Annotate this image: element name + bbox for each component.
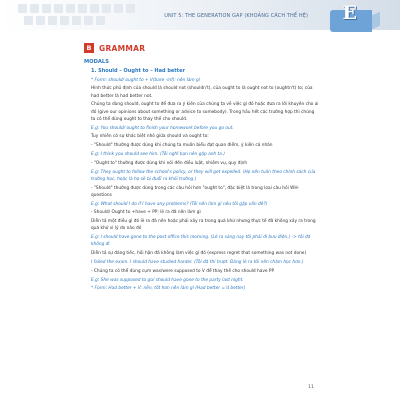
tab-letter: E xyxy=(342,2,357,24)
paragraph: - "Ought to" thường được dùng khi nói đến điều luật, nhiệm vụ, quy định xyxy=(91,160,248,166)
decorative-dots xyxy=(18,4,148,26)
paragraph: Diễn tả một điều gì đó lẽ ra đã nên hoặc phải xảy ra trong quá khứ nhưng thực tế đã không xảy ra trong quá khứ vì lý do nào đó xyxy=(91,219,316,232)
paragraph: - Chúng ta có thể dùng cụm was/were supposed to V để thay thế cho should have PP xyxy=(91,268,275,274)
paragraph: - "Should" thường được dùng trong các câu hỏi hơn "ought to", đặc biệt là trong loại câu hỏi WH- questions xyxy=(91,185,300,198)
paragraph: - "Should" thường được dùng khi chúng ta muốn biểu đạt quan điểm, ý kiến cá nhân xyxy=(91,143,273,149)
grammar-content xyxy=(84,59,319,294)
modals-heading: MODALS xyxy=(84,59,109,65)
page-number: 11 xyxy=(308,385,314,390)
example: E.g: You should/ ought to finish your homework before you go out. xyxy=(91,125,234,131)
example: E.g: She was supposed to go/ should have gone to the party last night. xyxy=(91,277,244,283)
paragraph: Hình thức phủ định của should là should not (shouldn't), của ought to là ought not to (oughtn't) to; của had better là had better not. xyxy=(91,86,313,99)
example: E.g: I should have gone to the post office this morning. (Lẽ ra sáng nay tôi phải đi bưu điện.) -> tôi đã không đi xyxy=(91,235,311,248)
section-title: GRAMMAR xyxy=(99,44,146,53)
header-bar xyxy=(0,0,400,30)
form-line: * Form: should/ ought to + V(bare -inf): nên làm gì xyxy=(91,77,200,83)
unit-title: UNIT 5: THE GENERATION GAP (KHOẢNG CÁCH THẾ HỆ) xyxy=(164,13,308,19)
example: I failed the exam. I should have studied harder. (Tôi đã thi trượt. Đáng lẽ ra tôi nên chăm học hơn.) xyxy=(91,259,304,265)
paragraph: Tuy nhiên có sự khác biệt nhỏ giữa should và ought to: xyxy=(91,134,209,140)
example: E.g: I think you should see him. (Tôi nghĩ bạn nên gặp anh ta.) xyxy=(91,151,225,157)
example: E.g: What should I do if I have any problems? (Tôi nên làm gì nếu tôi gặp vấn đề?) xyxy=(91,201,268,207)
paragraph: - Should/ Ought to +have + PP: lẽ ra đã nên làm gì xyxy=(91,210,201,216)
paragraph: Chúng ta dùng should, ought to để đưa ra ý kiến của chúng ta về việc gì đó hoặc đưa ra lời khuyên cho ai đó (give our opinions about something or advice to somebody). Trong hầu hết các trường hợp thì chúng ta có thể dùng ought to thay thế cho should. xyxy=(91,102,319,122)
example: E.g: They ought to follow the school's policy, or they will get expelled. (Họ nên tuân theo chính sách của trường học, hoặc là họ sẽ bị đuổi ra khỏi trường.) xyxy=(91,169,316,182)
paragraph: Diễn tả sự đáng tiếc, hối hận đã không làm việc gì đó (express regret that something was not done) xyxy=(91,251,307,257)
section-badge: B xyxy=(84,43,94,53)
form-line: * Form: Had better + V: nên, tốt hơn nên làm gì (Had better =’d better) xyxy=(91,286,246,292)
subheading: 1. Should – Ought to – Had better xyxy=(91,67,185,74)
